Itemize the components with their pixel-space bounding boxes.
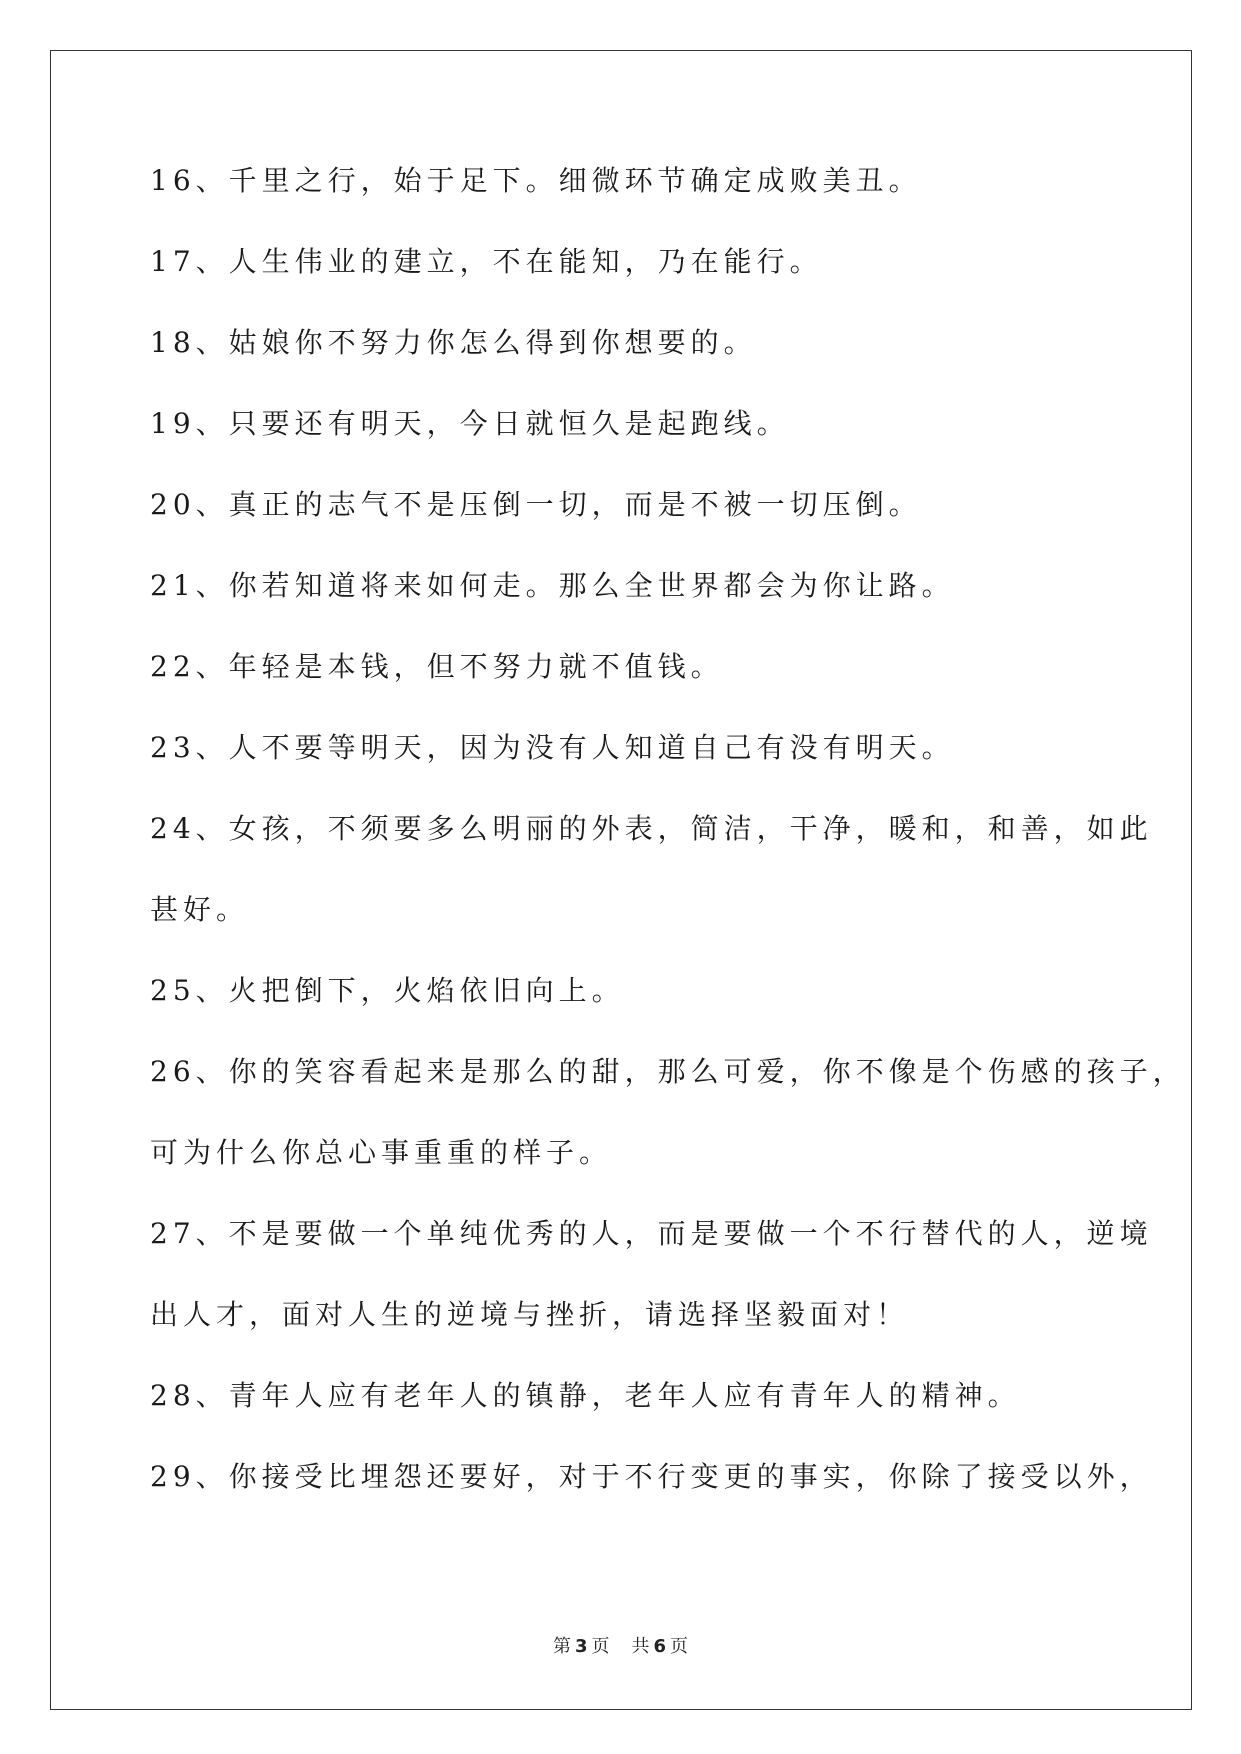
text-line: 27、不是要做一个单纯优秀的人，而是要做一个不行替代的人，逆境: [150, 1217, 1153, 1250]
text-line: 20、真正的志气不是压倒一切，而是不被一切压倒。: [150, 488, 922, 521]
text-line: 24、女孩，不须要多么明丽的外表，简洁，干净，暖和，和善，如此: [150, 812, 1153, 845]
text-line: 17、人生伟业的建立，不在能知，乃在能行。: [150, 245, 823, 278]
footer-page-unit: 页: [591, 1636, 610, 1657]
text-line: 18、姑娘你不努力你怎么得到你想要的。: [150, 326, 757, 359]
total-page-number: 6: [653, 1636, 667, 1657]
text-line: 19、只要还有明天，今日就恒久是起跑线。: [150, 407, 790, 440]
text-line: 25、火把倒下，火焰依旧向上。: [150, 974, 625, 1007]
text-line: 16、千里之行，始于足下。细微环节确定成败美丑。: [150, 164, 922, 197]
current-page-number: 3: [574, 1636, 588, 1657]
footer-total-prefix: 共: [631, 1636, 650, 1657]
text-line: 可为什么你总心事重重的样子。: [150, 1136, 613, 1169]
text-line: 28、青年人应有老年人的镇静，老年人应有青年人的精神。: [150, 1379, 1021, 1412]
text-line: 29、你接受比埋怨还要好，对于不行变更的事实，你除了接受以外，: [150, 1460, 1153, 1493]
document-body: [150, 160, 1186, 1537]
footer-prefix: 第: [552, 1636, 571, 1657]
text-line: 23、人不要等明天，因为没有人知道自己有没有明天。: [150, 731, 955, 764]
text-line: 甚好。: [150, 893, 250, 926]
text-line: 26、你的笑容看起来是那么的甜，那么可爱，你不像是个伤感的孩子，: [150, 1055, 1186, 1088]
page-footer: [0, 1632, 1241, 1658]
text-line: 21、你若知道将来如何走。那么全世界都会为你让路。: [150, 569, 955, 602]
text-line: 22、年轻是本钱，但不努力就不值钱。: [150, 650, 724, 683]
text-line: 出人才，面对人生的逆境与挫折，请选择坚毅面对！: [150, 1298, 910, 1331]
footer-total-unit: 页: [670, 1636, 689, 1657]
